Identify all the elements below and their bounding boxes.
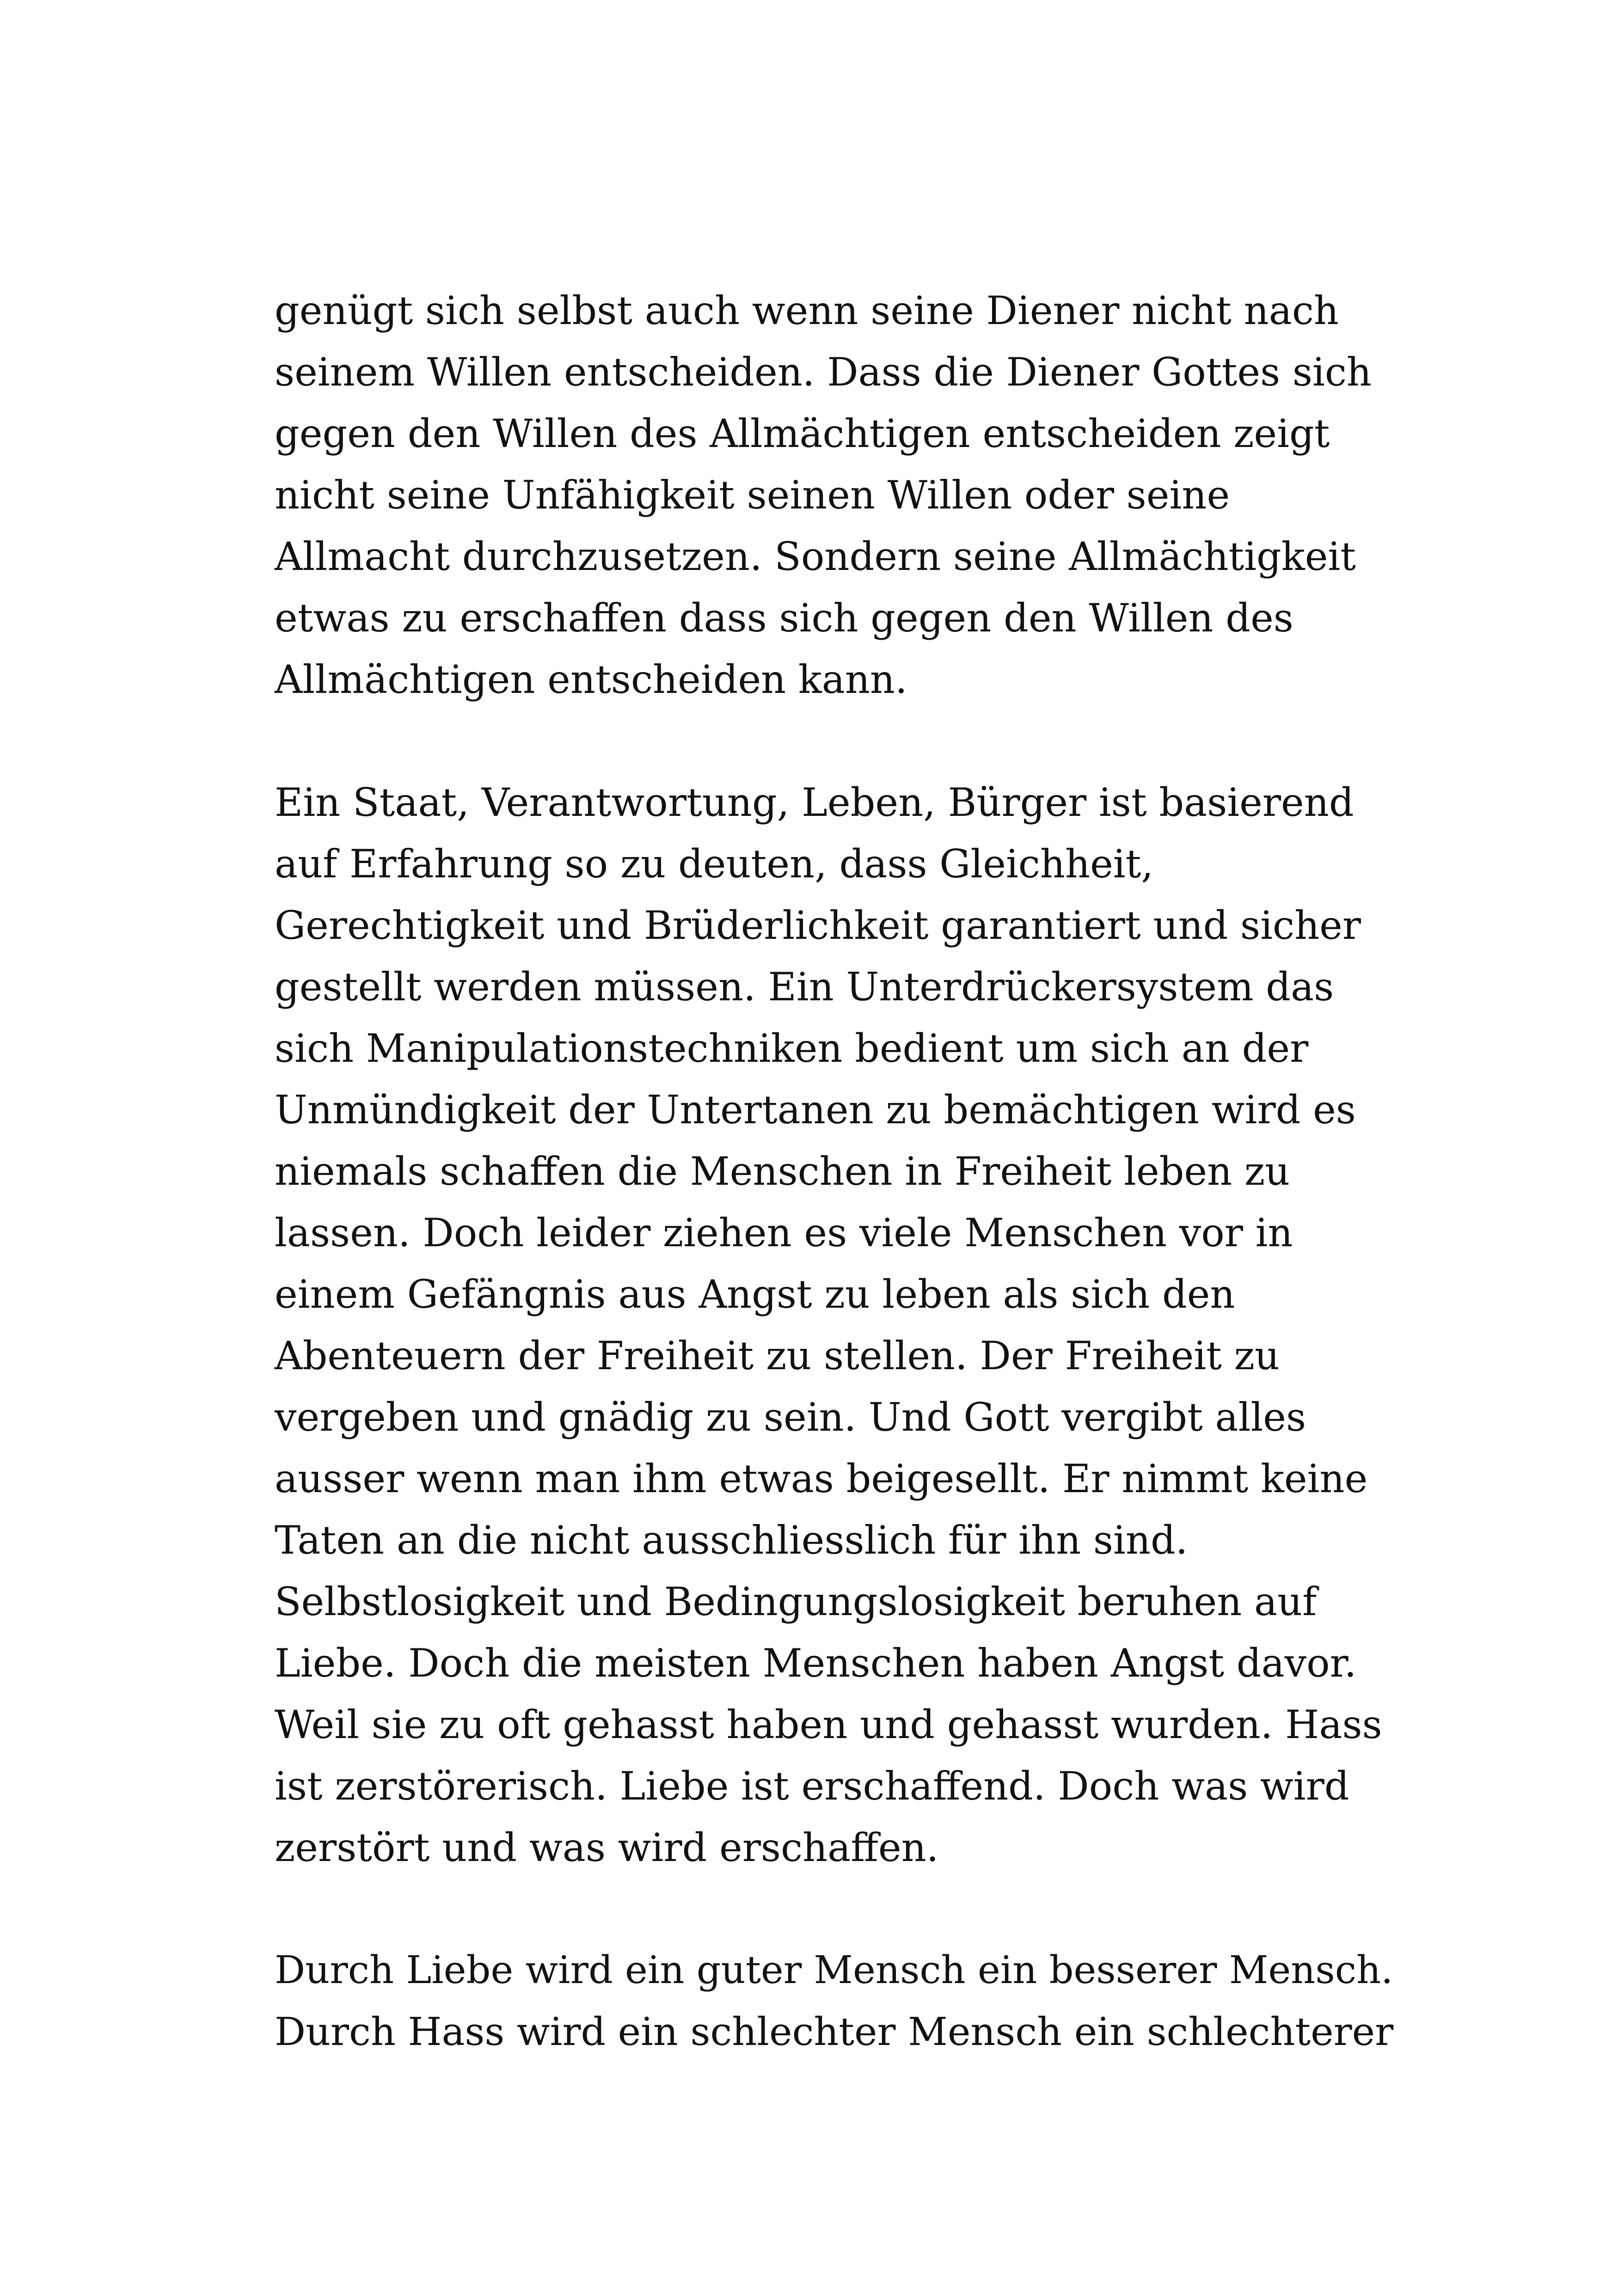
- text-line: vergeben und gnädig zu sein. Und Gott vergibt alles: [275, 1395, 1306, 1440]
- text-line: Gerechtigkeit und Brüderlichkeit garantiert und sicher: [275, 903, 1361, 948]
- text-line: Abenteuern der Freiheit zu stellen. Der Freiheit zu: [275, 1333, 1280, 1378]
- text-line: Selbstlosigkeit und Bedingungslosigkeit beruhen auf: [275, 1579, 1317, 1624]
- text-line: niemals schaffen die Menschen in Freiheit leben zu: [275, 1149, 1290, 1194]
- text-line: gestellt werden müssen. Ein Unterdrückersystem das: [275, 964, 1334, 1010]
- text-line: Liebe. Doch die meisten Menschen haben Angst davor.: [275, 1641, 1357, 1686]
- text-line: Weil sie zu oft gehasst haben und gehasst wurden. Hass: [275, 1702, 1382, 1747]
- text-line: nicht seine Unfähigkeit seinen Willen oder seine: [275, 472, 1230, 518]
- text-line: sich Manipulationstechniken bedient um sich an der: [275, 1026, 1309, 1071]
- text-line: Allmacht durchzusetzen. Sondern seine Allmächtigkeit: [275, 534, 1356, 579]
- text-line: Ein Staat, Verantwortung, Leben, Bürger ist basierend: [275, 780, 1354, 825]
- text-line: Durch Liebe wird ein guter Mensch ein besserer Mensch.: [275, 1948, 1393, 1992]
- text-line: Unmündigkeit der Untertanen zu bemächtigen wird es: [275, 1087, 1356, 1133]
- text-line: seinem Willen entscheiden. Dass die Diener Gottes sich: [275, 349, 1372, 395]
- text-line: genügt sich selbst auch wenn seine Diener nicht nach: [275, 288, 1339, 333]
- text-line: Taten an die nicht ausschliesslich für ihn sind.: [275, 1518, 1188, 1563]
- text-line: etwas zu erschaffen dass sich gegen den Willen des: [275, 595, 1293, 641]
- text-line: lassen. Doch leider ziehen es viele Menschen vor in: [275, 1210, 1293, 1255]
- text-line: ausser wenn man ihm etwas beigesellt. Er nimmt keine: [275, 1456, 1368, 1501]
- text-line: zerstört und was wird erschaffen.: [275, 1825, 939, 1870]
- text-line: auf Erfahrung so zu deuten, dass Gleichheit,: [275, 841, 1154, 887]
- text-line: gegen den Willen des Allmächtigen entscheiden zeigt: [275, 411, 1330, 456]
- text-line: einem Gefängnis aus Angst zu leben als sich den: [275, 1272, 1235, 1317]
- text-line: ist zerstörerisch. Liebe ist erschaffend. Doch was wird: [275, 1763, 1349, 1809]
- text-line: Allmächtigen entscheiden kann.: [275, 657, 907, 702]
- text-line: Durch Hass wird ein schlechter Mensch ein schlechterer: [275, 2009, 1394, 2054]
